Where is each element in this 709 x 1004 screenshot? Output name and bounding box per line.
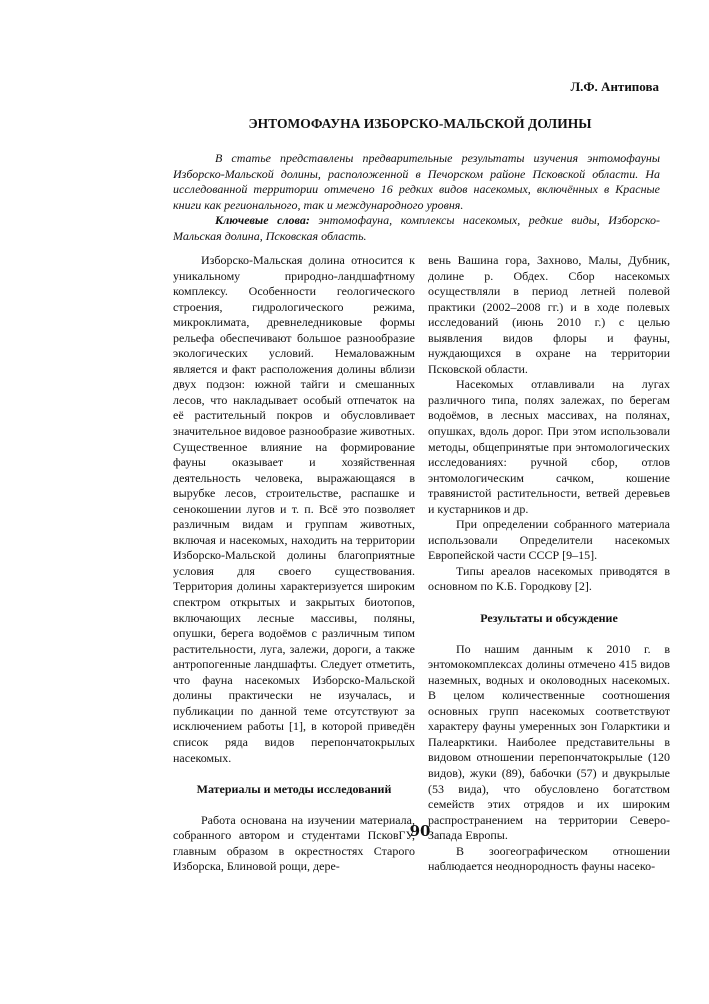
keywords <box>173 213 660 244</box>
article-title: ЭНТОМОФАУНА ИЗБОРСКО-МАЛЬСКОЙ ДОЛИНЫ <box>248 116 592 131</box>
paragraph: По нашим данным к 2010 г. в энтомокомплексах долины отмечено 415 видов наземных, водных и околоводных насекомых. В целом количественные соотношения основных групп насекомых соответствуют характеру фауны умеренных зон Голарктики и Палеарктики. Наиболее представительны в видовом отношении перепончатокрылые (120 видов), жуки (89), бабочки (57) и двукрылые (53 вида), что обусловлено богатством семейств этих отрядов и их широким распространением на территории Северо-Запада Европы. <box>428 641 670 843</box>
paragraph: Изборско-Мальская долина относится к уникальному природно-ландшафтному комплексу. Особенности геологического строения, гидрологического режима, микроклимата, древнеледниковые формы рельефа обеспечивают большое разнообразие экологических условий. Немаловажным является и факт расположения долины вблизи двух подзон: южной тайги и смешанных лесов, что накладывает особый отпечаток на её растительный покров и обусловливает значительное видовое разнообразие животных. Существенное влияние на формирование фауны оказывает и хозяйственная деятельность человека, выражающаяся в вырубке лесов, строительстве, распашке и сенокошении лугов и т. п. Всё это позволяет различным видам и группам животных, включая и насекомых, находить на территории Изборско-Мальской долины благоприятные условия для своего существования. Территория долины характеризуется широким спектром открытых и закрытых биотопов, включающих лесные массивы, поляны, опушки, берега водоёмов с различным типом растительности, луга, залежи, дороги, а также антропогенные ландшафты. Следует отметить, что фауна насекомых Изборско-Мальской долины практически не изучалась, и публикации по данной теме отсутствуют за исключением работы [1], в которой приведён список ряда видов перепончатокрылых насекомых. <box>173 253 415 765</box>
keywords-label: Ключевые слова: <box>215 213 310 228</box>
paragraph: В зоогеографическом отношении наблюдается неоднородность фауны насеко- <box>428 843 670 874</box>
page-number: 90 <box>409 822 431 840</box>
section-heading-methods: Материалы и методы исследований <box>196 782 392 797</box>
keywords-list: энтомофауна, комплексы насекомых, редкие виды, Изборско-Мальская долина, Псковская область. <box>173 213 660 243</box>
abstract-text: В статье представлены предварительные результаты изучения энтомофауны Изборско-Мальской долины, расположенной в Печорском районе Псковской области. На исследованной территории отмечено 16 редких видов насекомых, включённых в Красные книги как регионального, так и международного уровня. <box>173 151 660 212</box>
abstract <box>173 151 660 245</box>
paragraph: Насекомых отлавливали на лугах различного типа, полях залежах, по берегам водоёмов, в лесных массивах, на полянах, опушках, вдоль дорог. При этом использовали методы, общепринятые при энтомологических исследованиях: ручной сбор, отлов энтомологическим сачком, кошение травянистой растительности, ветвей деревьев и кустарников и др. <box>428 377 670 516</box>
paragraph: Типы ареалов насекомых приводятся в основном по К.Б. Городкову [2]. <box>428 563 670 594</box>
right-column <box>428 253 670 875</box>
paragraph: При определении собранного материала использовали Определители насекомых Европейской части СССР [9–15]. <box>428 517 670 563</box>
left-column <box>173 253 415 875</box>
section-heading-results: Результаты и обсуждение <box>480 611 618 626</box>
author-name: Л.Ф. Антипова <box>570 79 659 94</box>
paragraph: вень Вашина гора, Захново, Малы, Дубник, долине р. Обдех. Сбор насекомых осуществляли в период летней полевой практики (2002–2008 гг.) и в ходе полевых исследований (июнь 2010 г.) с целью выявления видов флоры и фауны, нуждающихся в охране на территории Псковской области. <box>428 253 670 376</box>
paragraph: Работа основана на изучении материала, собранного автором и студентами ПсковГУ, главным образом в окрестностях Старого Изборска, Блиновой рощи, дере- <box>173 812 415 874</box>
